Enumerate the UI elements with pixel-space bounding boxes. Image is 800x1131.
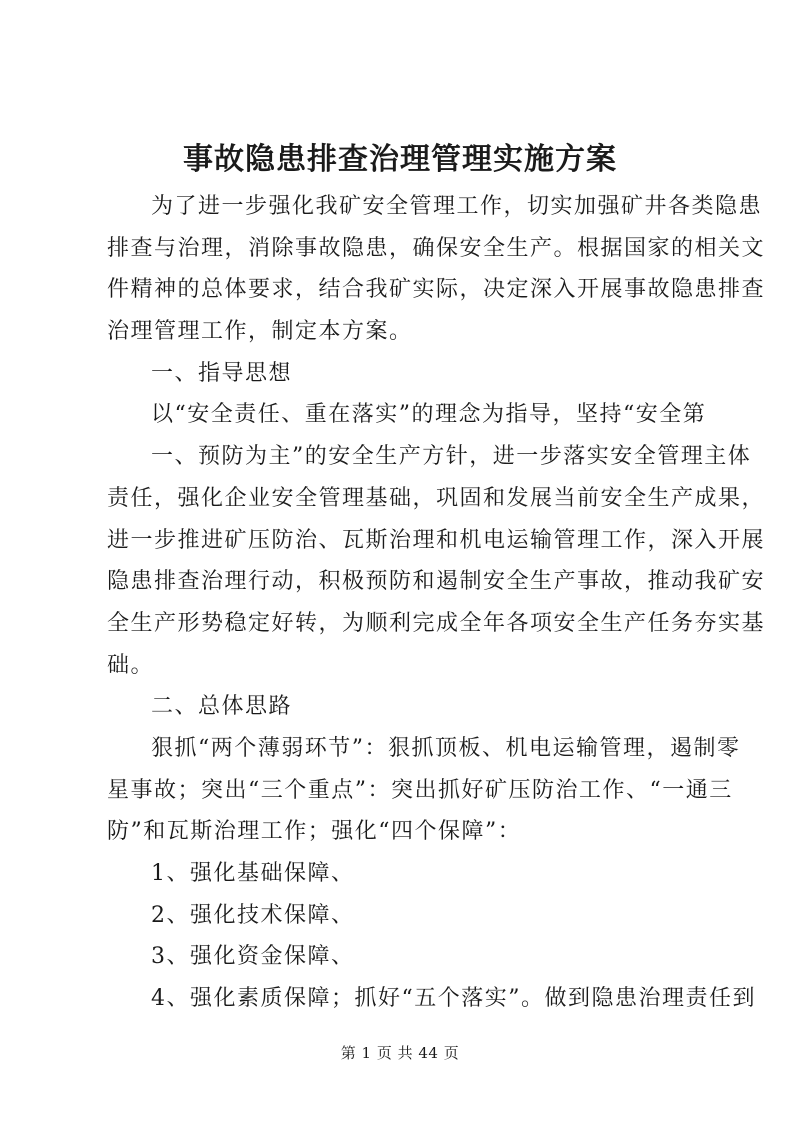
paragraph-line: 进一步推进矿压防治、瓦斯治理和机电运输管理工作，深入开展 <box>107 527 766 553</box>
section-heading-guiding-thought: 一、指导思想 <box>151 360 293 386</box>
paragraph-line: 础。 <box>107 652 155 678</box>
list-item: 2、强化技术保障、 <box>151 902 355 928</box>
paragraph-line: 防”和瓦斯治理工作；强化“四个保障”： <box>107 819 522 845</box>
paragraph-line: 排查与治理，消除事故隐患，确保安全生产。根据国家的相关文 <box>107 235 766 261</box>
document-body <box>107 186 766 1020</box>
paragraph-line: 件精神的总体要求，结合我矿实际，决定深入开展事故隐患排查 <box>107 277 766 303</box>
paragraph-line: 以“安全责任、重在落实”的理念为指导，坚持“安全第 <box>151 402 707 428</box>
paragraph-line: 责任，强化企业安全管理基础，巩固和发展当前安全生产成果， <box>107 485 766 511</box>
list-item: 1、强化基础保障、 <box>151 861 355 886</box>
paragraph-line: 治理管理工作，制定本方案。 <box>107 319 413 345</box>
section-heading-overall-approach: 二、总体思路 <box>151 694 293 720</box>
document-title: 事故隐患排查治理管理实施方案 <box>183 142 617 177</box>
paragraph-line: 一、预防为主”的安全生产方针，进一步落实安全管理主体 <box>151 444 752 470</box>
paragraph-line: 隐患排查治理行动，积极预防和遏制安全生产事故，推动我矿安 <box>107 569 766 595</box>
list-item: 4、强化素质保障；抓好“五个落实”。做到隐患治理责任到 <box>151 986 756 1012</box>
paragraph-line: 星事故；突出“三个重点”：突出抓好矿压防治工作、“一通三 <box>107 777 733 803</box>
page-number-footer: 第 1 页 共 44 页 <box>340 1044 460 1062</box>
paragraph-line: 狠抓“两个薄弱环节”：狠抓顶板、机电运输管理，遏制零 <box>151 735 741 761</box>
paragraph-line: 为了进一步强化我矿安全管理工作，切实加强矿井各类隐患 <box>151 194 763 219</box>
list-item: 3、强化资金保障、 <box>151 944 355 970</box>
paragraph-line: 全生产形势稳定好转，为顺利完成全年各项安全生产任务夯实基 <box>107 610 766 636</box>
